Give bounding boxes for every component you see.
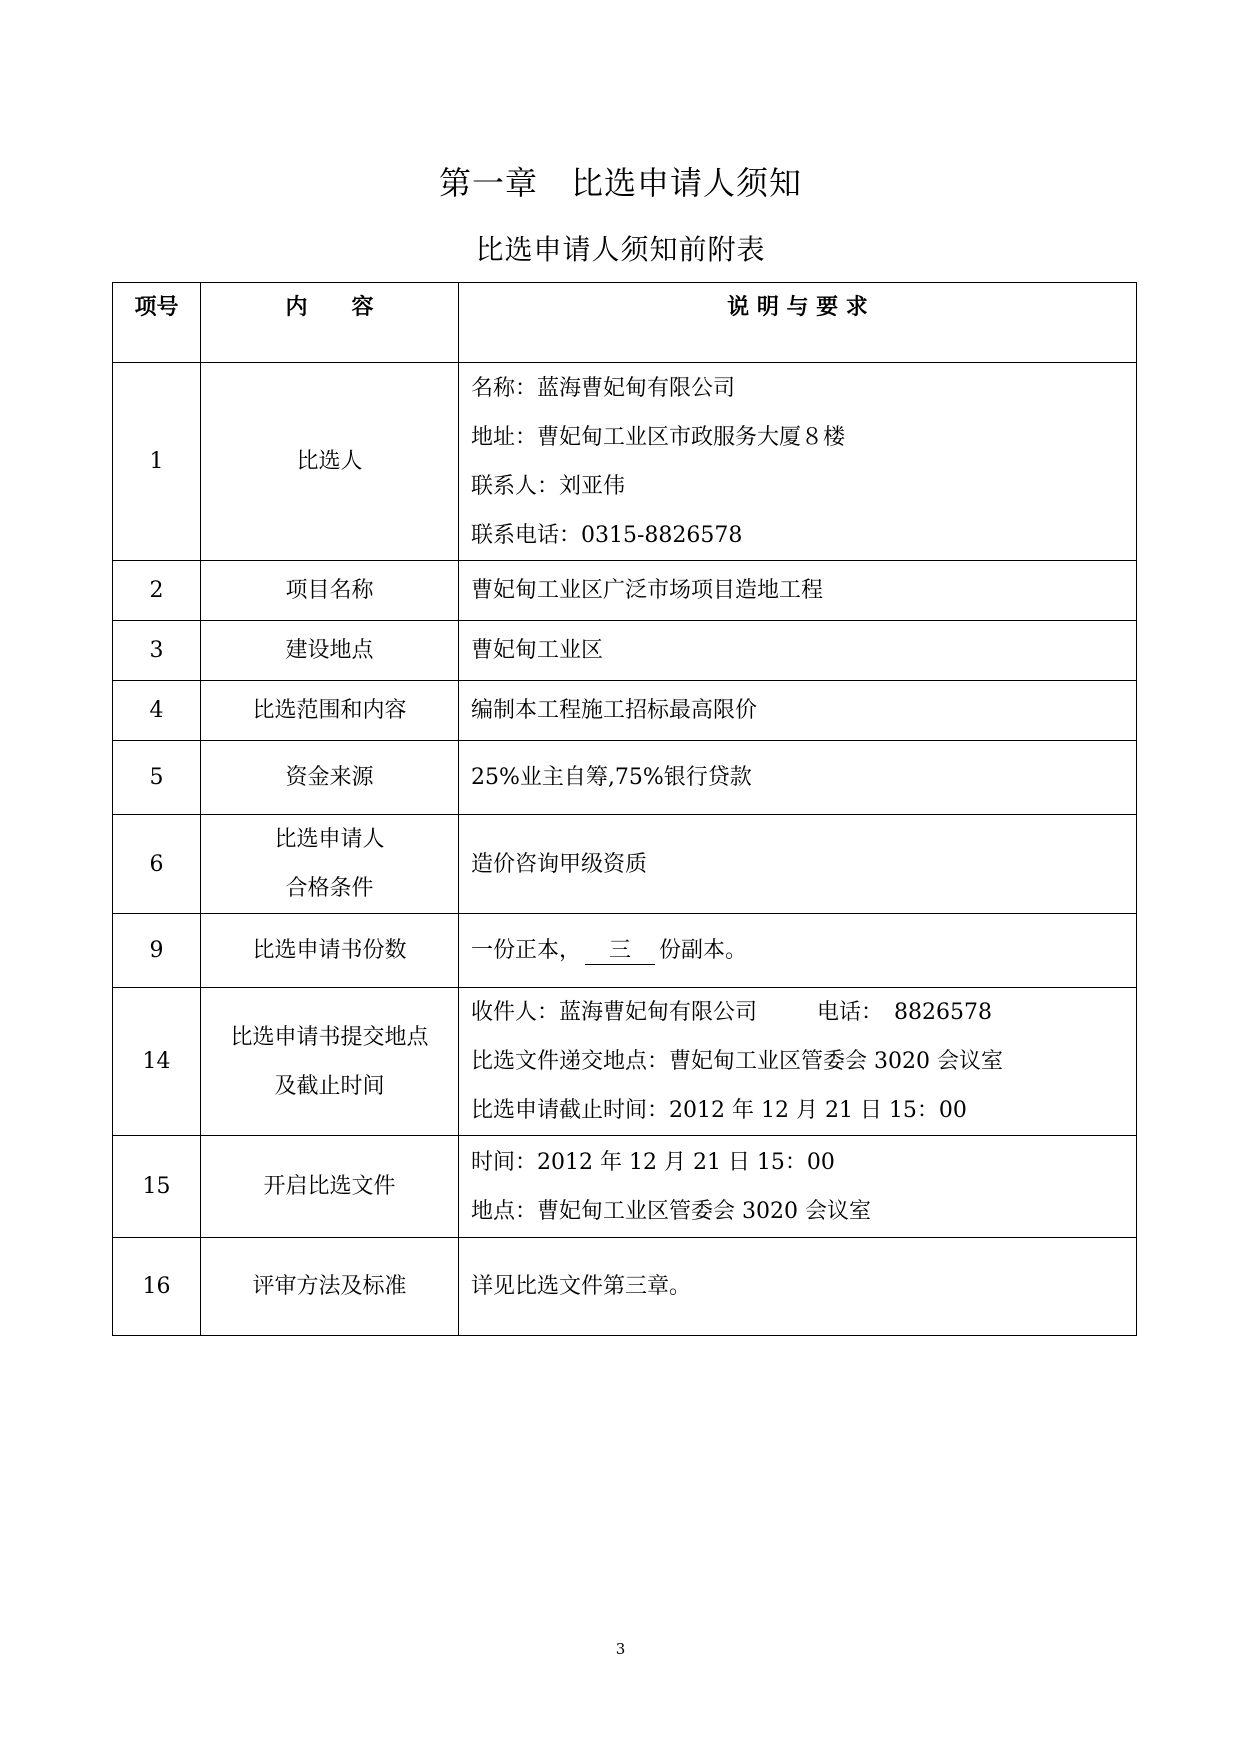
row-item: [201, 741, 459, 815]
table-row: [113, 914, 1137, 988]
row-item-line: 合格条件: [285, 876, 374, 901]
copies-original: 一份正本，: [471, 938, 582, 963]
row-desc-line: 时间：2012 年 12 月 21 日 15：00: [471, 1149, 835, 1175]
row-item-line: 比选申请人: [274, 827, 385, 852]
row-no: 6: [113, 815, 201, 914]
page-number: 3: [615, 1640, 626, 1658]
row-item-line: 资金来源: [285, 765, 374, 790]
row-item-line: 及截止时间: [274, 1073, 385, 1099]
row-item: [201, 561, 459, 621]
row-no: 16: [113, 1238, 201, 1336]
applicant-notice-table: [112, 282, 1137, 1336]
row-desc-line: 编制本工程施工招标最高限价: [471, 698, 758, 723]
table-row: [113, 741, 1137, 815]
row-desc-line: 曹妃甸工业区广泛市场项目造地工程: [471, 578, 824, 603]
row-item-line: 评审方法及标准: [252, 1274, 407, 1299]
chapter-title: 第一章 比选申请人须知: [438, 164, 802, 202]
row-desc-line: 联系人：刘亚伟: [471, 473, 626, 499]
row-desc-line: 25%业主自筹,75%银行贷款: [471, 765, 752, 790]
copies-count-blank: 三: [585, 938, 655, 965]
table-row: [113, 988, 1137, 1136]
row-item-line: 比选申请书提交地点: [230, 1024, 429, 1050]
row-item: [201, 681, 459, 741]
row-desc: [459, 741, 1137, 815]
row-item: [201, 621, 459, 681]
row-desc-line: 地点：曹妃甸工业区管委会 3020 会议室: [471, 1198, 871, 1224]
recipient-line: [471, 988, 1136, 1037]
row-item: [201, 1238, 459, 1336]
row-desc-line: 联系电话：0315-8826578: [471, 522, 743, 548]
recipient-phone: 电话： 8826578: [817, 1000, 992, 1025]
row-item: [201, 988, 459, 1136]
table-row: [113, 561, 1137, 621]
row-no: 3: [113, 621, 201, 681]
row-no: 2: [113, 561, 201, 621]
copies-duplicate: 份副本。: [659, 938, 748, 963]
table-row: [113, 1238, 1137, 1336]
row-item: [201, 914, 459, 988]
row-no: 9: [113, 914, 201, 988]
row-no: 1: [113, 363, 201, 561]
row-item-line: 建设地点: [285, 638, 374, 663]
row-desc: [459, 621, 1137, 681]
header-item: 内 容: [201, 283, 459, 363]
row-no: 4: [113, 681, 201, 741]
row-desc: [459, 1238, 1137, 1336]
row-desc-line: 曹妃甸工业区: [471, 638, 604, 663]
row-desc: [459, 914, 1137, 988]
table-row: [113, 1136, 1137, 1238]
table-header-row: [113, 283, 1137, 363]
row-desc-line: 比选申请截止时间：2012 年 12 月 21 日 15：00: [471, 1098, 967, 1123]
recipient-label: 收件人：蓝海曹妃甸有限公司: [471, 1000, 758, 1025]
row-desc: [459, 561, 1137, 621]
row-desc-line: 比选文件递交地点：曹妃甸工业区管委会 3020 会议室: [471, 1049, 1003, 1074]
table-row: [113, 363, 1137, 561]
row-desc: [459, 815, 1137, 914]
row-item-line: 比选申请书份数: [252, 938, 407, 963]
row-desc: [459, 988, 1137, 1136]
row-desc: [459, 363, 1137, 561]
row-item-line: 比选人: [296, 449, 363, 474]
row-desc-line: 名称：蓝海曹妃甸有限公司: [471, 375, 736, 401]
header-desc: 说 明 与 要 求: [459, 283, 1137, 363]
row-item-line: 开启比选文件: [263, 1174, 396, 1199]
row-item: [201, 363, 459, 561]
row-desc-line: 造价咨询甲级资质: [471, 851, 648, 877]
row-desc: [459, 681, 1137, 741]
row-no: 14: [113, 988, 201, 1136]
row-desc: [459, 1136, 1137, 1238]
row-item: [201, 815, 459, 914]
table-row: [113, 681, 1137, 741]
row-no: 5: [113, 741, 201, 815]
table-title: 比选申请人须知前附表: [475, 233, 766, 266]
header-no: 项号: [113, 283, 201, 363]
row-item: [201, 1136, 459, 1238]
row-desc-line: 详见比选文件第三章。: [471, 1274, 692, 1299]
row-item-line: 比选范围和内容: [252, 698, 407, 723]
table-row: [113, 621, 1137, 681]
row-desc-line: 地址：曹妃甸工业区市政服务大厦８楼: [471, 424, 846, 450]
row-item-line: 项目名称: [285, 578, 374, 603]
table-row: [113, 815, 1137, 914]
row-no: 15: [113, 1136, 201, 1238]
